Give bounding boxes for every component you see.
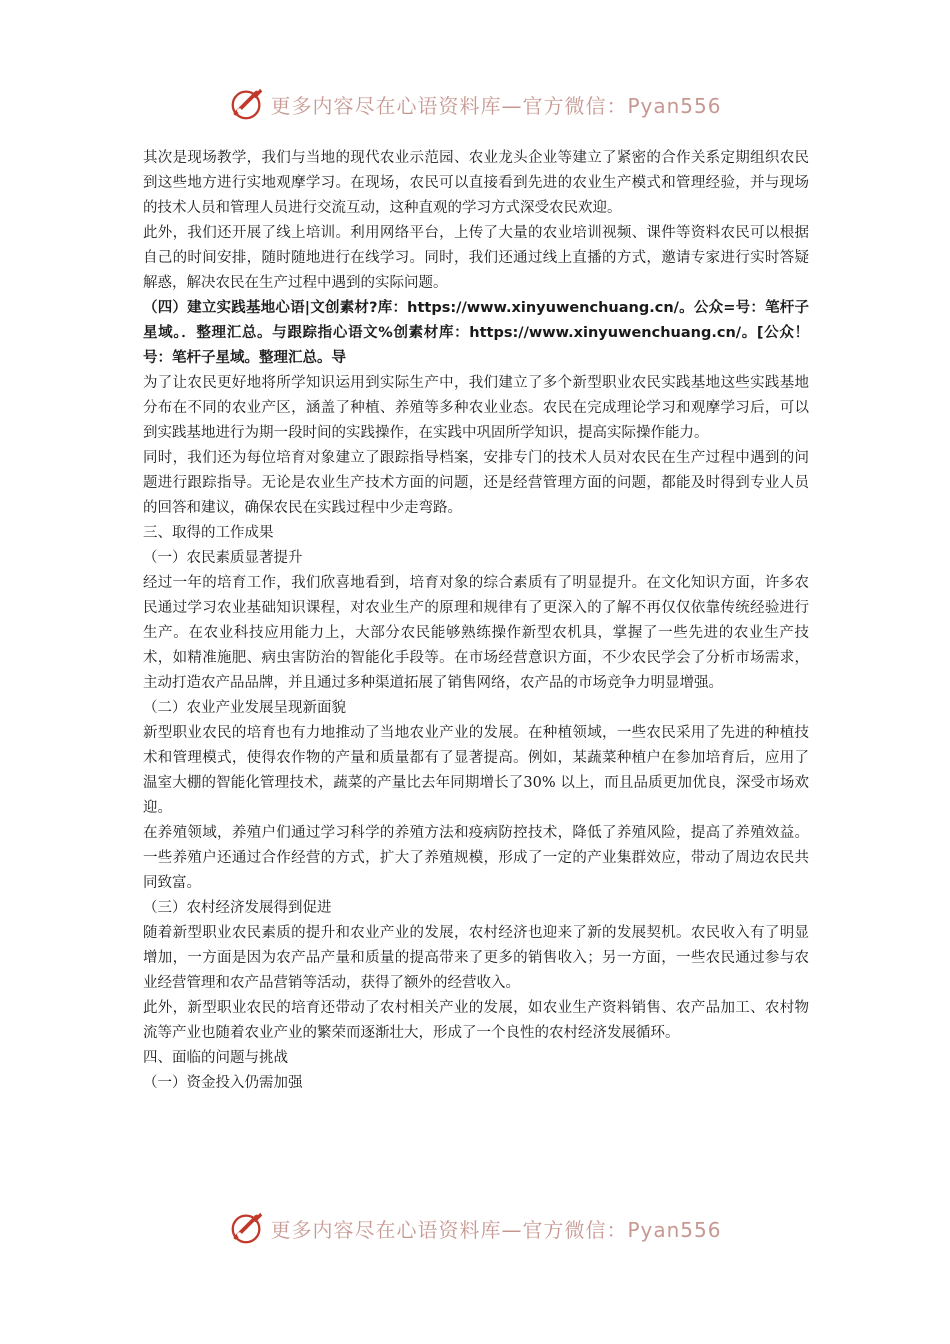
brush-logo-icon [228,85,266,123]
footer-banner [0,1206,950,1250]
subsection-heading: （一）资金投入仍需加强 [143,1075,303,1091]
subsection-heading: （三）农村经济发展得到促进 [143,900,332,916]
banner-text: 更多内容尽在心语资料库—官方微信：Pyan556 [270,1217,722,1242]
banner-text: 更多内容尽在心语资料库—官方微信：Pyan556 [270,93,722,118]
subsection-heading: （一）农民素质显著提升 [143,550,303,566]
document-body [143,146,809,1096]
brush-logo-icon [228,1209,266,1247]
paragraph: 此外，新型职业农民的培育还带动了农村相关产业的发展，如农业生产资料销售、农产品加工、农村物流等产业也随着农业产业的繁荣而逐渐壮大，形成了一个良性的农村经济发展循环。 [143,1000,809,1041]
paragraph: 为了让农民更好地将所学知识运用到实际生产中，我们建立了多个新型职业农民实践基地这些实践基地分布在不同的农业产区，涵盖了种植、养殖等多种农业业态。农民在完成理论学习和观摩学习后，可以到实践基地进行为期一段时间的实践操作，在实践中巩固所学知识，提高实际操作能力。 [143,375,809,441]
header-banner [0,82,950,126]
section-heading: 四、面临的问题与挑战 [143,1050,288,1066]
subsection-heading: （二）农业产业发展呈现新面貌 [143,700,346,716]
paragraph: 其次是现场教学，我们与当地的现代农业示范园、农业龙头企业等建立了紧密的合作关系定期组织农民到这些地方进行实地观摩学习。在现场，农民可以直接看到先进的农业生产模式和管理经验，并与现场的技术人员和管理人员进行交流互动，这种直观的学习方式深受农民欢迎。 [143,150,809,216]
section-heading-practice-base: （四）建立实践基地心语|文创素材?库：https://www.xinyuwenchuang.cn/。公众=号：笔杆子星域。．整理汇总。与跟踪指心语文%创素材库：https://www.xinyuwenchuang.cn/。[公众！号：笔杆子星域。整理汇总。导 [143,300,809,366]
paragraph: 同时，我们还为每位培育对象建立了跟踪指导档案，安排专门的技术人员对农民在生产过程中遇到的问题进行跟踪指导。无论是农业生产技术方面的问题，还是经营管理方面的问题，都能及时得到专业人员的回答和建议，确保农民在实践过程中少走弯路。 [143,450,809,516]
section-heading: 三、取得的工作成果 [143,525,274,541]
paragraph: 经过一年的培育工作，我们欣喜地看到，培育对象的综合素质有了明显提升。在文化知识方面，许多农民通过学习农业基础知识课程，对农业生产的原理和规律有了更深入的了解不再仅仅依靠传统经验进行生产。在农业科技应用能力上，大部分农民能够熟练操作新型农机具，掌握了一些先进的农业生产技术，如精准施肥、病虫害防治的智能化手段等。在市场经营意识方面，不少农民学会了分析市场需求，主动打造农产品品牌，并且通过多种渠道拓展了销售网络，农产品的市场竞争力明显增强。 [143,575,809,691]
paragraph: 此外，我们还开展了线上培训。利用网络平台，上传了大量的农业培训视频、课件等资料农民可以根据自己的时间安排，随时随地进行在线学习。同时，我们还通过线上直播的方式，邀请专家进行实时答疑解惑，解决农民在生产过程中遇到的实际问题。 [143,225,809,291]
paragraph: 随着新型职业农民素质的提升和农业产业的发展，农村经济也迎来了新的发展契机。农民收入有了明显增加，一方面是因为农产品产量和质量的提高带来了更多的销售收入；另一方面，一些农民通过参与农业经营管理和农产品营销等活动，获得了额外的经营收入。 [143,925,809,991]
paragraph: 新型职业农民的培育也有力地推动了当地农业产业的发展。在种植领域，一些农民采用了先进的种植技术和管理模式，使得农作物的产量和质量都有了显著提高。例如，某蔬菜种植户在参加培育后，应用了温室大棚的智能化管理技术，蔬菜的产量比去年同期增长了30% 以上，而且品质更加优良，深受市场欢迎。 [143,725,809,816]
paragraph: 在养殖领域，养殖户们通过学习科学的养殖方法和疫病防控技术，降低了养殖风险，提高了养殖效益。一些养殖户还通过合作经营的方式，扩大了养殖规模，形成了一定的产业集群效应，带动了周边农民共同致富。 [143,825,809,891]
